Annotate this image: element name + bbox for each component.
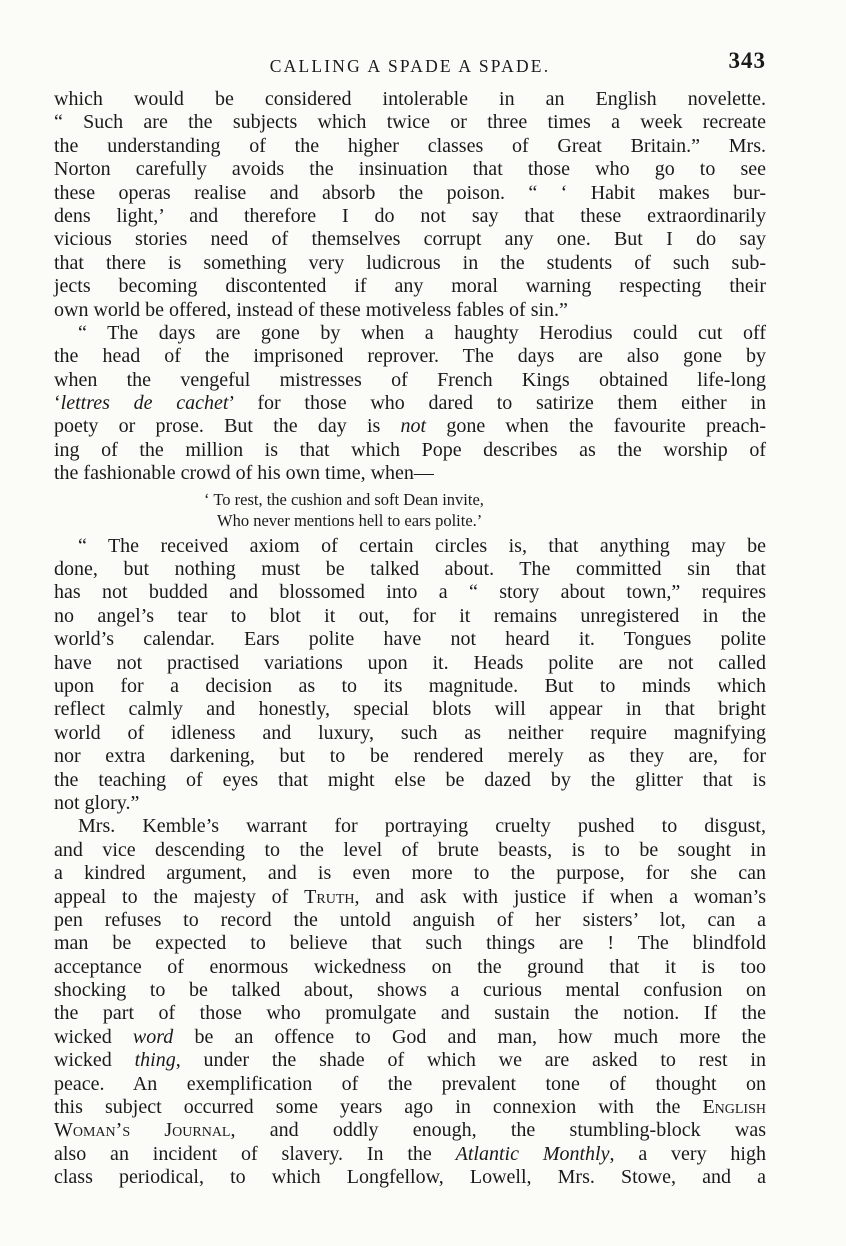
text-line: “ The received axiom of certain circles is, that anything may be bbox=[78, 534, 766, 557]
page-header bbox=[54, 46, 766, 80]
text-run: , under the shade of which we are asked to rest in bbox=[175, 1049, 766, 1072]
text-line: have not practised variations upon it. Heads polite are not called bbox=[54, 651, 766, 674]
text-line: the head of the imprisoned reprover. The days are also gone by bbox=[54, 345, 766, 368]
page-number: 343 bbox=[728, 48, 766, 73]
italic-text: thing bbox=[134, 1049, 176, 1072]
text-line bbox=[54, 415, 766, 438]
text-run: , and oddly enough, the stumbling-block was bbox=[230, 1119, 767, 1142]
text-line bbox=[54, 1096, 766, 1119]
text-line: world of idleness and luxury, such as neither require magnifying bbox=[54, 721, 766, 744]
text-run: ’ for those who dared to satirize them either in bbox=[228, 392, 766, 415]
verse-line: Who never mentions hell to ears polite.’ bbox=[217, 510, 483, 530]
italic-text: lettres de cachet bbox=[60, 392, 229, 415]
paragraph bbox=[54, 322, 766, 486]
italic-text: not bbox=[400, 415, 427, 438]
text-line: the fashionable crowd of his own time, when— bbox=[54, 462, 434, 485]
text-line: and vice descending to the level of brute beasts, is to be sought in bbox=[54, 838, 766, 861]
text-line: the part of those who promulgate and sustain the notion. If the bbox=[54, 1002, 766, 1025]
verse-line: ‘ To rest, the cushion and soft Dean invite, bbox=[204, 489, 484, 509]
text-line: no angel’s tear to blot it out, for it remains unregistered in the bbox=[54, 604, 766, 627]
text-line bbox=[54, 1026, 766, 1049]
text-run: wicked bbox=[54, 1025, 133, 1048]
text-run: be an offence to God and man, how much more the bbox=[173, 1025, 766, 1048]
text-line bbox=[54, 886, 766, 909]
verse-quotation bbox=[54, 489, 766, 531]
text-line: own world be offered, instead of these motiveless fables of sin.” bbox=[54, 298, 568, 321]
text-line: the understanding of the higher classes of Great Britain.” Mrs. bbox=[54, 134, 766, 157]
text-line: reflect calmly and honestly, special blots will appear in that bright bbox=[54, 698, 766, 721]
text-line bbox=[54, 1049, 766, 1072]
text-line: shocking to be talked about, shows a curious mental confusion on bbox=[54, 979, 766, 1002]
text-run: also an incident of slavery. In the bbox=[54, 1142, 456, 1165]
text-run: gone when the favourite preach- bbox=[426, 415, 766, 438]
text-line: pen refuses to record the untold anguish of her sisters’ lot, can a bbox=[54, 908, 766, 931]
text-line: that there is something very ludicrous in the students of such sub- bbox=[54, 251, 766, 274]
text-run: wicked bbox=[54, 1049, 135, 1072]
text-line: these operas realise and absorb the poison. “ ‘ Habit makes bur- bbox=[54, 181, 766, 204]
text-line: the teaching of eyes that might else be dazed by the glitter that is bbox=[54, 768, 766, 791]
text-line: a kindred argument, and is even more to the purpose, for she can bbox=[54, 862, 766, 885]
italic-text: word bbox=[132, 1025, 174, 1048]
text-line: Mrs. Kemble’s warrant for portraying cruelty pushed to disgust, bbox=[78, 815, 766, 838]
small-caps-text: Truth bbox=[304, 885, 355, 908]
text-line: jects becoming discontented if any moral warning respecting their bbox=[54, 275, 766, 298]
text-line: “ Such are the subjects which twice or three times a week recreate bbox=[54, 111, 766, 134]
text-line: done, but nothing must be talked about. The committed sin that bbox=[54, 558, 766, 581]
text-line: nor extra darkening, but to be rendered merely as they are, for bbox=[54, 745, 766, 768]
text-line: dens light,’ and therefore I do not say that these extraordinarily bbox=[54, 204, 766, 227]
text-line: man be expected to believe that such things are ! The blindfold bbox=[54, 932, 766, 955]
running-head: CALLING A SPADE A SPADE. bbox=[269, 56, 551, 76]
page-body bbox=[54, 88, 766, 1190]
small-caps-text: Woman’s Journal bbox=[54, 1119, 231, 1142]
paragraph bbox=[54, 535, 766, 816]
text-run: , and ask with justice if when a woman’s bbox=[354, 885, 766, 908]
text-line: “ The days are gone by when a haughty Herodius could cut off bbox=[78, 321, 766, 344]
text-line bbox=[54, 1143, 766, 1166]
text-line: ing of the million is that which Pope describes as the worship of bbox=[54, 438, 766, 461]
text-line: world’s calendar. Ears polite have not heard it. Tongues polite bbox=[54, 628, 766, 651]
paragraph bbox=[54, 815, 766, 1189]
paragraph bbox=[54, 88, 766, 322]
text-line bbox=[54, 1119, 766, 1142]
text-line: vicious stories need of themselves corrupt any one. But I do say bbox=[54, 228, 766, 251]
text-line bbox=[54, 392, 766, 415]
text-line: Norton carefully avoids the insinuation that those who go to see bbox=[54, 158, 766, 181]
text-line: acceptance of enormous wickedness on the ground that it is too bbox=[54, 955, 766, 978]
text-line: peace. An exemplification of the prevalent tone of thought on bbox=[54, 1072, 766, 1095]
text-run: appeal to the majesty of bbox=[54, 885, 305, 908]
text-run: poety or prose. But the day is bbox=[54, 415, 401, 438]
text-line: which would be considered intolerable in an English novelette. bbox=[54, 88, 766, 110]
text-run: this subject occurred some years ago in connexion with the bbox=[54, 1096, 703, 1119]
text-run: , a very high bbox=[609, 1142, 766, 1165]
italic-text: Atlantic Monthly bbox=[455, 1142, 610, 1165]
small-caps-text: English bbox=[702, 1096, 766, 1119]
text-line: class periodical, to which Longfellow, Lowell, Mrs. Stowe, and a bbox=[54, 1166, 766, 1189]
text-run: ‘ bbox=[54, 392, 61, 415]
text-line: upon for a decision as to its magnitude. But to minds which bbox=[54, 674, 766, 697]
text-line: when the vengeful mistresses of French Kings obtained life-long bbox=[54, 368, 766, 391]
text-line: not glory.” bbox=[54, 791, 140, 814]
text-line: has not budded and blossomed into a “ story about town,” requires bbox=[54, 581, 766, 604]
